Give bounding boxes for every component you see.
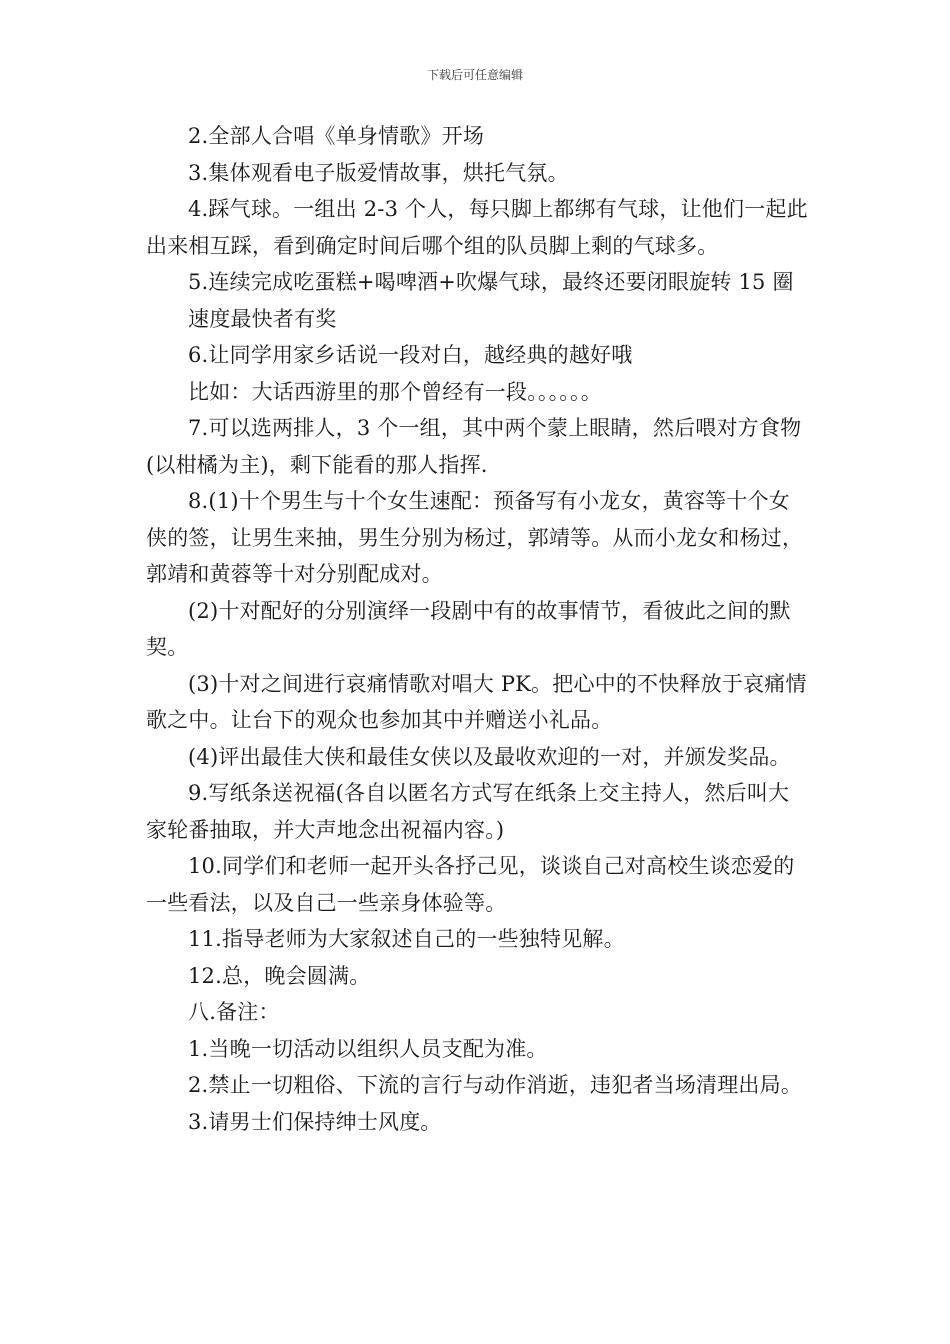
paragraph-item-12: 12.总，晚会圆满。 [188, 963, 371, 988]
paragraph-item-7: 7.可以选两排人，3 个一组，其中两个蒙上眼睛，然后喂对方食物(以柑橘为主)，剩下能看的那人指挥. [146, 416, 802, 477]
document-body [146, 118, 810, 1140]
paragraph-item-11: 11.指导老师为大家叙述自己的一些独特见解。 [188, 927, 625, 951]
paragraph-example: 比如：大话西游里的那个曾经有一段。。。。。。 [188, 379, 602, 404]
paragraph-item-6: 6.让同学用家乡话说一段对白，越经典的越好哦 [188, 343, 633, 367]
paragraph-item-8-1: 8.(1)十个男生与十个女生速配：预备写有小龙女，黄容等十个女侠的签，让男生来抽，男生分别为杨过，郭靖等。从而小龙女和杨过，郭靖和黄蓉等十对分别配成对。 [146, 489, 804, 586]
section-heading-notes: 八.备注： [188, 1000, 280, 1024]
paragraph-item-9: 9.写纸条送祝福(各自以匿名方式写在纸条上交主持人，然后叫大家轮番抽取，并大声地念出祝福内容。) [146, 781, 790, 842]
note-item-2: 2.禁止一切粗俗、下流的言行与动作消逝，违犯者当场清理出局。 [188, 1073, 803, 1097]
paragraph-item-4: 4.踩气球。一组出 2-3 个人，每只脚上都绑有气球，让他们一起此出来相互踩，看到确定时间后哪个组的队员脚上剩的气球多。 [146, 197, 808, 258]
note-item-3: 3.请男士们保持绅士风度。 [188, 1109, 442, 1134]
note-item-1: 1.当晚一切活动以组织人员支配为准。 [188, 1036, 548, 1061]
paragraph-item-8-4: (4)评出最佳大侠和最佳女侠以及最收欢迎的一对，并颁发奖品。 [188, 744, 791, 769]
paragraph-item-5: 5.连续完成吃蛋糕+喝啤酒+吹爆气球，最终还要闭眼旋转 15 圈速度最快者有奖 [188, 270, 794, 331]
paragraph-item-3: 3.集体观看电子版爱情故事，烘托气氛。 [188, 160, 569, 185]
paragraph-item-8-3: (3)十对之间进行哀痛情歌对唱大 PK。把心中的不快释放于哀痛情歌之中。让台下的观众也参加其中并赠送小礼品。 [146, 671, 807, 732]
paragraph-item-10: 10.同学们和老师一起开头各抒己见，谈谈自己对高校生谈恋爱的一些看法，以及自己一些亲身体验等。 [146, 854, 795, 915]
page-header-note: 下载后可任意编辑 [426, 68, 523, 82]
paragraph-item-8-2: (2)十对配好的分别演绎一段剧中有的故事情节，看彼此之间的默契。 [146, 598, 791, 659]
paragraph-item-2: 2.全部人合唱《单身情歌》开场 [188, 124, 485, 148]
